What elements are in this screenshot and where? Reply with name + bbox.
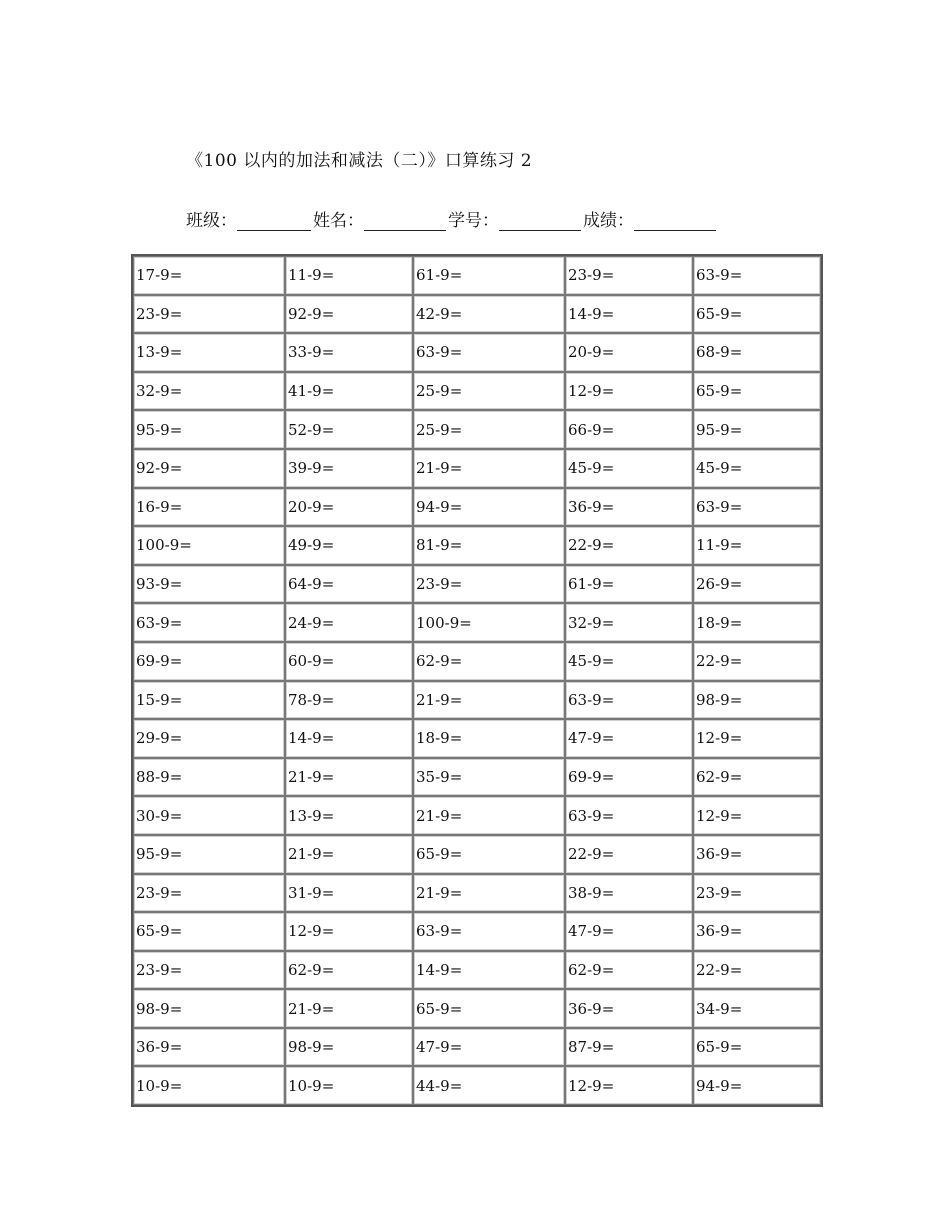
problem-cell: 81-9= bbox=[413, 526, 565, 565]
problem-cell: 16-9= bbox=[133, 488, 285, 527]
problem-cell: 21-9= bbox=[413, 874, 565, 913]
problem-cell: 10-9= bbox=[285, 1066, 413, 1105]
problem-cell: 94-9= bbox=[413, 488, 565, 527]
problem-cell: 24-9= bbox=[285, 603, 413, 642]
problem-cell: 47-9= bbox=[413, 1028, 565, 1067]
problem-cell: 12-9= bbox=[565, 372, 693, 411]
problem-cell: 52-9= bbox=[285, 410, 413, 449]
problem-cell: 12-9= bbox=[693, 719, 821, 758]
table-row bbox=[133, 488, 821, 527]
problem-cell: 49-9= bbox=[285, 526, 413, 565]
problem-cell: 41-9= bbox=[285, 372, 413, 411]
problem-cell: 88-9= bbox=[133, 758, 285, 797]
problem-cell: 33-9= bbox=[285, 333, 413, 372]
table-row bbox=[133, 603, 821, 642]
problem-cell: 93-9= bbox=[133, 565, 285, 604]
problem-cell: 47-9= bbox=[565, 719, 693, 758]
class-label: 班级： bbox=[186, 211, 237, 231]
problem-cell: 63-9= bbox=[413, 912, 565, 951]
problem-cell: 66-9= bbox=[565, 410, 693, 449]
problem-cell: 69-9= bbox=[133, 642, 285, 681]
problem-cell: 98-9= bbox=[133, 989, 285, 1028]
problem-cell: 64-9= bbox=[285, 565, 413, 604]
problem-cell: 92-9= bbox=[133, 449, 285, 488]
table-row bbox=[133, 951, 821, 990]
problem-cell: 22-9= bbox=[693, 951, 821, 990]
problem-cell: 15-9= bbox=[133, 681, 285, 720]
problem-cell: 14-9= bbox=[565, 295, 693, 334]
problem-cell: 63-9= bbox=[565, 796, 693, 835]
problem-cell: 36-9= bbox=[565, 488, 693, 527]
problem-cell: 62-9= bbox=[413, 642, 565, 681]
problem-cell: 62-9= bbox=[565, 951, 693, 990]
problem-cell: 25-9= bbox=[413, 372, 565, 411]
table-row bbox=[133, 449, 821, 488]
problem-cell: 39-9= bbox=[285, 449, 413, 488]
problem-cell: 32-9= bbox=[133, 372, 285, 411]
problem-cell: 78-9= bbox=[285, 681, 413, 720]
problem-cell: 11-9= bbox=[285, 256, 413, 295]
problem-cell: 45-9= bbox=[565, 449, 693, 488]
problem-cell: 12-9= bbox=[285, 912, 413, 951]
score-label: 成绩： bbox=[583, 211, 634, 231]
problem-cell: 20-9= bbox=[565, 333, 693, 372]
problem-cell: 61-9= bbox=[565, 565, 693, 604]
table-row bbox=[133, 1066, 821, 1105]
problem-cell: 32-9= bbox=[565, 603, 693, 642]
table-row bbox=[133, 333, 821, 372]
problem-cell: 62-9= bbox=[693, 758, 821, 797]
problem-cell: 42-9= bbox=[413, 295, 565, 334]
table-row bbox=[133, 256, 821, 295]
problem-cell: 95-9= bbox=[693, 410, 821, 449]
problem-cell: 18-9= bbox=[413, 719, 565, 758]
problem-cell: 22-9= bbox=[565, 526, 693, 565]
problem-cell: 92-9= bbox=[285, 295, 413, 334]
problem-cell: 23-9= bbox=[133, 951, 285, 990]
problem-cell: 36-9= bbox=[693, 835, 821, 874]
problem-cell: 68-9= bbox=[693, 333, 821, 372]
table-row bbox=[133, 526, 821, 565]
name-blank[interactable] bbox=[364, 212, 446, 231]
problem-cell: 100-9= bbox=[413, 603, 565, 642]
table-row bbox=[133, 410, 821, 449]
problem-cell: 65-9= bbox=[693, 1028, 821, 1067]
problem-cell: 100-9= bbox=[133, 526, 285, 565]
student-id-blank[interactable] bbox=[499, 212, 581, 231]
problem-cell: 34-9= bbox=[693, 989, 821, 1028]
problem-cell: 95-9= bbox=[133, 410, 285, 449]
problem-cell: 21-9= bbox=[413, 681, 565, 720]
table-row bbox=[133, 989, 821, 1028]
table-row bbox=[133, 874, 821, 913]
problem-cell: 65-9= bbox=[693, 295, 821, 334]
problem-cell: 23-9= bbox=[133, 874, 285, 913]
problem-cell: 21-9= bbox=[413, 449, 565, 488]
problem-cell: 14-9= bbox=[413, 951, 565, 990]
problem-cell: 36-9= bbox=[133, 1028, 285, 1067]
problem-cell: 17-9= bbox=[133, 256, 285, 295]
problem-cell: 21-9= bbox=[285, 835, 413, 874]
problem-cell: 21-9= bbox=[413, 796, 565, 835]
problem-cell: 18-9= bbox=[693, 603, 821, 642]
problem-cell: 69-9= bbox=[565, 758, 693, 797]
problem-cell: 65-9= bbox=[693, 372, 821, 411]
problem-cell: 11-9= bbox=[693, 526, 821, 565]
table-row bbox=[133, 1028, 821, 1067]
table-row bbox=[133, 565, 821, 604]
problem-cell: 22-9= bbox=[565, 835, 693, 874]
problem-cell: 22-9= bbox=[693, 642, 821, 681]
problem-cell: 12-9= bbox=[565, 1066, 693, 1105]
problem-cell: 13-9= bbox=[285, 796, 413, 835]
problem-table bbox=[131, 254, 823, 1107]
problem-cell: 10-9= bbox=[133, 1066, 285, 1105]
problem-table-body bbox=[133, 256, 821, 1105]
problem-cell: 61-9= bbox=[413, 256, 565, 295]
table-row bbox=[133, 295, 821, 334]
problem-cell: 94-9= bbox=[693, 1066, 821, 1105]
problem-cell: 30-9= bbox=[133, 796, 285, 835]
problem-cell: 45-9= bbox=[565, 642, 693, 681]
problem-cell: 62-9= bbox=[285, 951, 413, 990]
table-row bbox=[133, 796, 821, 835]
table-row bbox=[133, 372, 821, 411]
problem-cell: 98-9= bbox=[693, 681, 821, 720]
problem-cell: 25-9= bbox=[413, 410, 565, 449]
problem-cell: 23-9= bbox=[693, 874, 821, 913]
score-blank[interactable] bbox=[634, 212, 716, 231]
problem-cell: 44-9= bbox=[413, 1066, 565, 1105]
problem-cell: 63-9= bbox=[565, 681, 693, 720]
problem-cell: 36-9= bbox=[565, 989, 693, 1028]
problem-cell: 65-9= bbox=[413, 835, 565, 874]
problem-cell: 63-9= bbox=[693, 256, 821, 295]
problem-cell: 31-9= bbox=[285, 874, 413, 913]
table-row bbox=[133, 758, 821, 797]
problem-cell: 23-9= bbox=[133, 295, 285, 334]
problem-cell: 65-9= bbox=[133, 912, 285, 951]
problem-cell: 63-9= bbox=[133, 603, 285, 642]
problem-cell: 63-9= bbox=[413, 333, 565, 372]
student-id-label: 学号： bbox=[448, 211, 499, 231]
table-row bbox=[133, 835, 821, 874]
problem-cell: 23-9= bbox=[413, 565, 565, 604]
student-info-line bbox=[186, 206, 718, 231]
table-row bbox=[133, 681, 821, 720]
table-row bbox=[133, 719, 821, 758]
problem-cell: 21-9= bbox=[285, 758, 413, 797]
problem-cell: 47-9= bbox=[565, 912, 693, 951]
problem-cell: 95-9= bbox=[133, 835, 285, 874]
problem-cell: 13-9= bbox=[133, 333, 285, 372]
problem-cell: 12-9= bbox=[693, 796, 821, 835]
table-row bbox=[133, 642, 821, 681]
problem-cell: 98-9= bbox=[285, 1028, 413, 1067]
problem-cell: 38-9= bbox=[565, 874, 693, 913]
problem-cell: 45-9= bbox=[693, 449, 821, 488]
problem-cell: 63-9= bbox=[693, 488, 821, 527]
problem-cell: 65-9= bbox=[413, 989, 565, 1028]
class-blank[interactable] bbox=[237, 212, 311, 231]
problem-cell: 20-9= bbox=[285, 488, 413, 527]
problem-cell: 14-9= bbox=[285, 719, 413, 758]
problem-cell: 29-9= bbox=[133, 719, 285, 758]
name-label: 姓名： bbox=[313, 211, 364, 231]
table-row bbox=[133, 912, 821, 951]
problem-cell: 36-9= bbox=[693, 912, 821, 951]
problem-cell: 87-9= bbox=[565, 1028, 693, 1067]
problem-cell: 60-9= bbox=[285, 642, 413, 681]
worksheet-title: 《100 以内的加法和减法（二）》口算练习 2 bbox=[186, 151, 533, 171]
problem-cell: 23-9= bbox=[565, 256, 693, 295]
problem-cell: 21-9= bbox=[285, 989, 413, 1028]
problem-cell: 26-9= bbox=[693, 565, 821, 604]
problem-cell: 35-9= bbox=[413, 758, 565, 797]
